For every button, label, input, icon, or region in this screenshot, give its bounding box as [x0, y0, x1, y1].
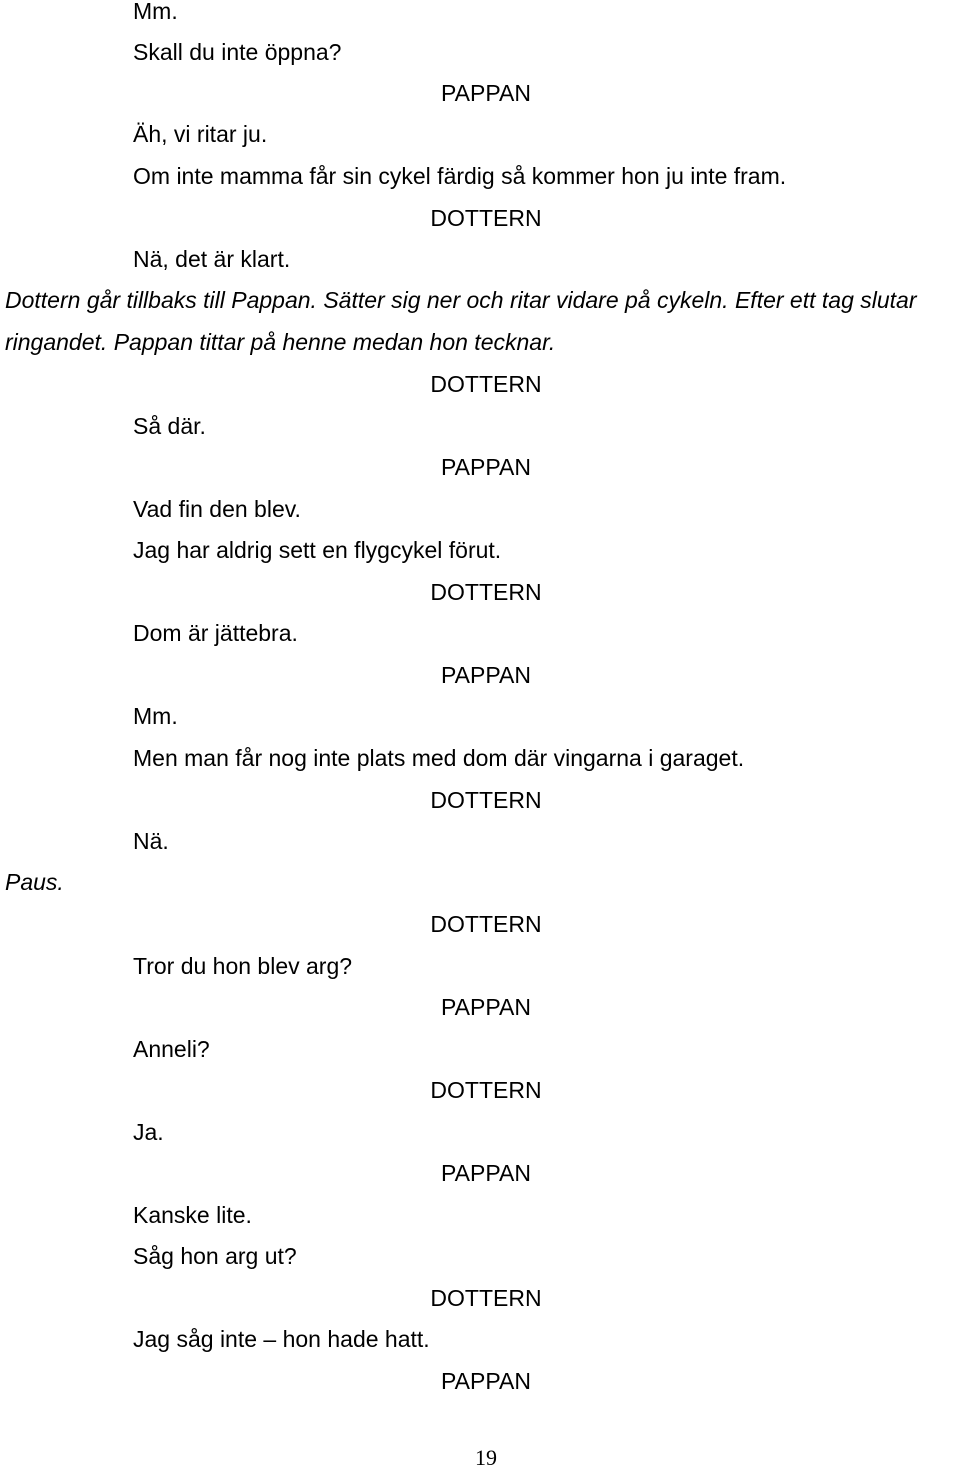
speaker-name: PAPPAN	[441, 1160, 531, 1186]
dialogue-line: Såg hon arg ut?	[133, 1243, 297, 1269]
stage-direction: Paus.	[5, 869, 64, 895]
speaker-name: PAPPAN	[441, 994, 531, 1020]
speaker-name: DOTTERN	[430, 1285, 542, 1311]
dialogue-line: Äh, vi ritar ju.	[133, 121, 268, 147]
speaker-name: DOTTERN	[430, 579, 542, 605]
dialogue-line: Kanske lite.	[133, 1202, 252, 1228]
dialogue-line: Tror du hon blev arg?	[133, 953, 353, 979]
dialogue-line: Jag har aldrig sett en flygcykel förut.	[133, 537, 502, 563]
speaker-name: PAPPAN	[441, 454, 531, 480]
dialogue-line: Jag såg inte – hon hade hatt.	[133, 1326, 430, 1352]
dialogue-line: Men man får nog inte plats med dom där vingarna i garaget.	[133, 745, 745, 771]
speaker-name: DOTTERN	[430, 371, 542, 397]
speaker-name: DOTTERN	[430, 911, 542, 937]
dialogue-line: Vad fin den blev.	[133, 496, 301, 522]
dialogue-line: Dom är jättebra.	[133, 620, 298, 646]
speaker-name: PAPPAN	[441, 662, 531, 688]
speaker-name: DOTTERN	[430, 787, 542, 813]
dialogue-line: Skall du inte öppna?	[133, 39, 342, 65]
dialogue-line: Anneli?	[133, 1036, 210, 1062]
dialogue-line: Ja.	[133, 1119, 164, 1145]
stage-direction: Dottern går tillbaks till Pappan. Sätter sig ner och ritar vidare på cykeln. Efter ett tag slutar	[5, 287, 917, 313]
dialogue-line: Mm.	[133, 703, 178, 729]
dialogue-line: Nä.	[133, 828, 169, 854]
speaker-name: DOTTERN	[430, 1077, 542, 1103]
speaker-name: DOTTERN	[430, 205, 542, 231]
speaker-name: PAPPAN	[441, 80, 531, 106]
page-number: 19	[475, 1445, 497, 1470]
dialogue-line: Nä, det är klart.	[133, 246, 291, 272]
dialogue-line: Mm.	[133, 0, 178, 24]
dialogue-line: Om inte mamma får sin cykel färdig så kommer hon ju inte fram.	[133, 163, 787, 189]
stage-direction: ringandet. Pappan tittar på henne medan hon tecknar.	[5, 329, 556, 355]
speaker-name: PAPPAN	[441, 1368, 531, 1394]
dialogue-line: Så där.	[133, 413, 206, 439]
